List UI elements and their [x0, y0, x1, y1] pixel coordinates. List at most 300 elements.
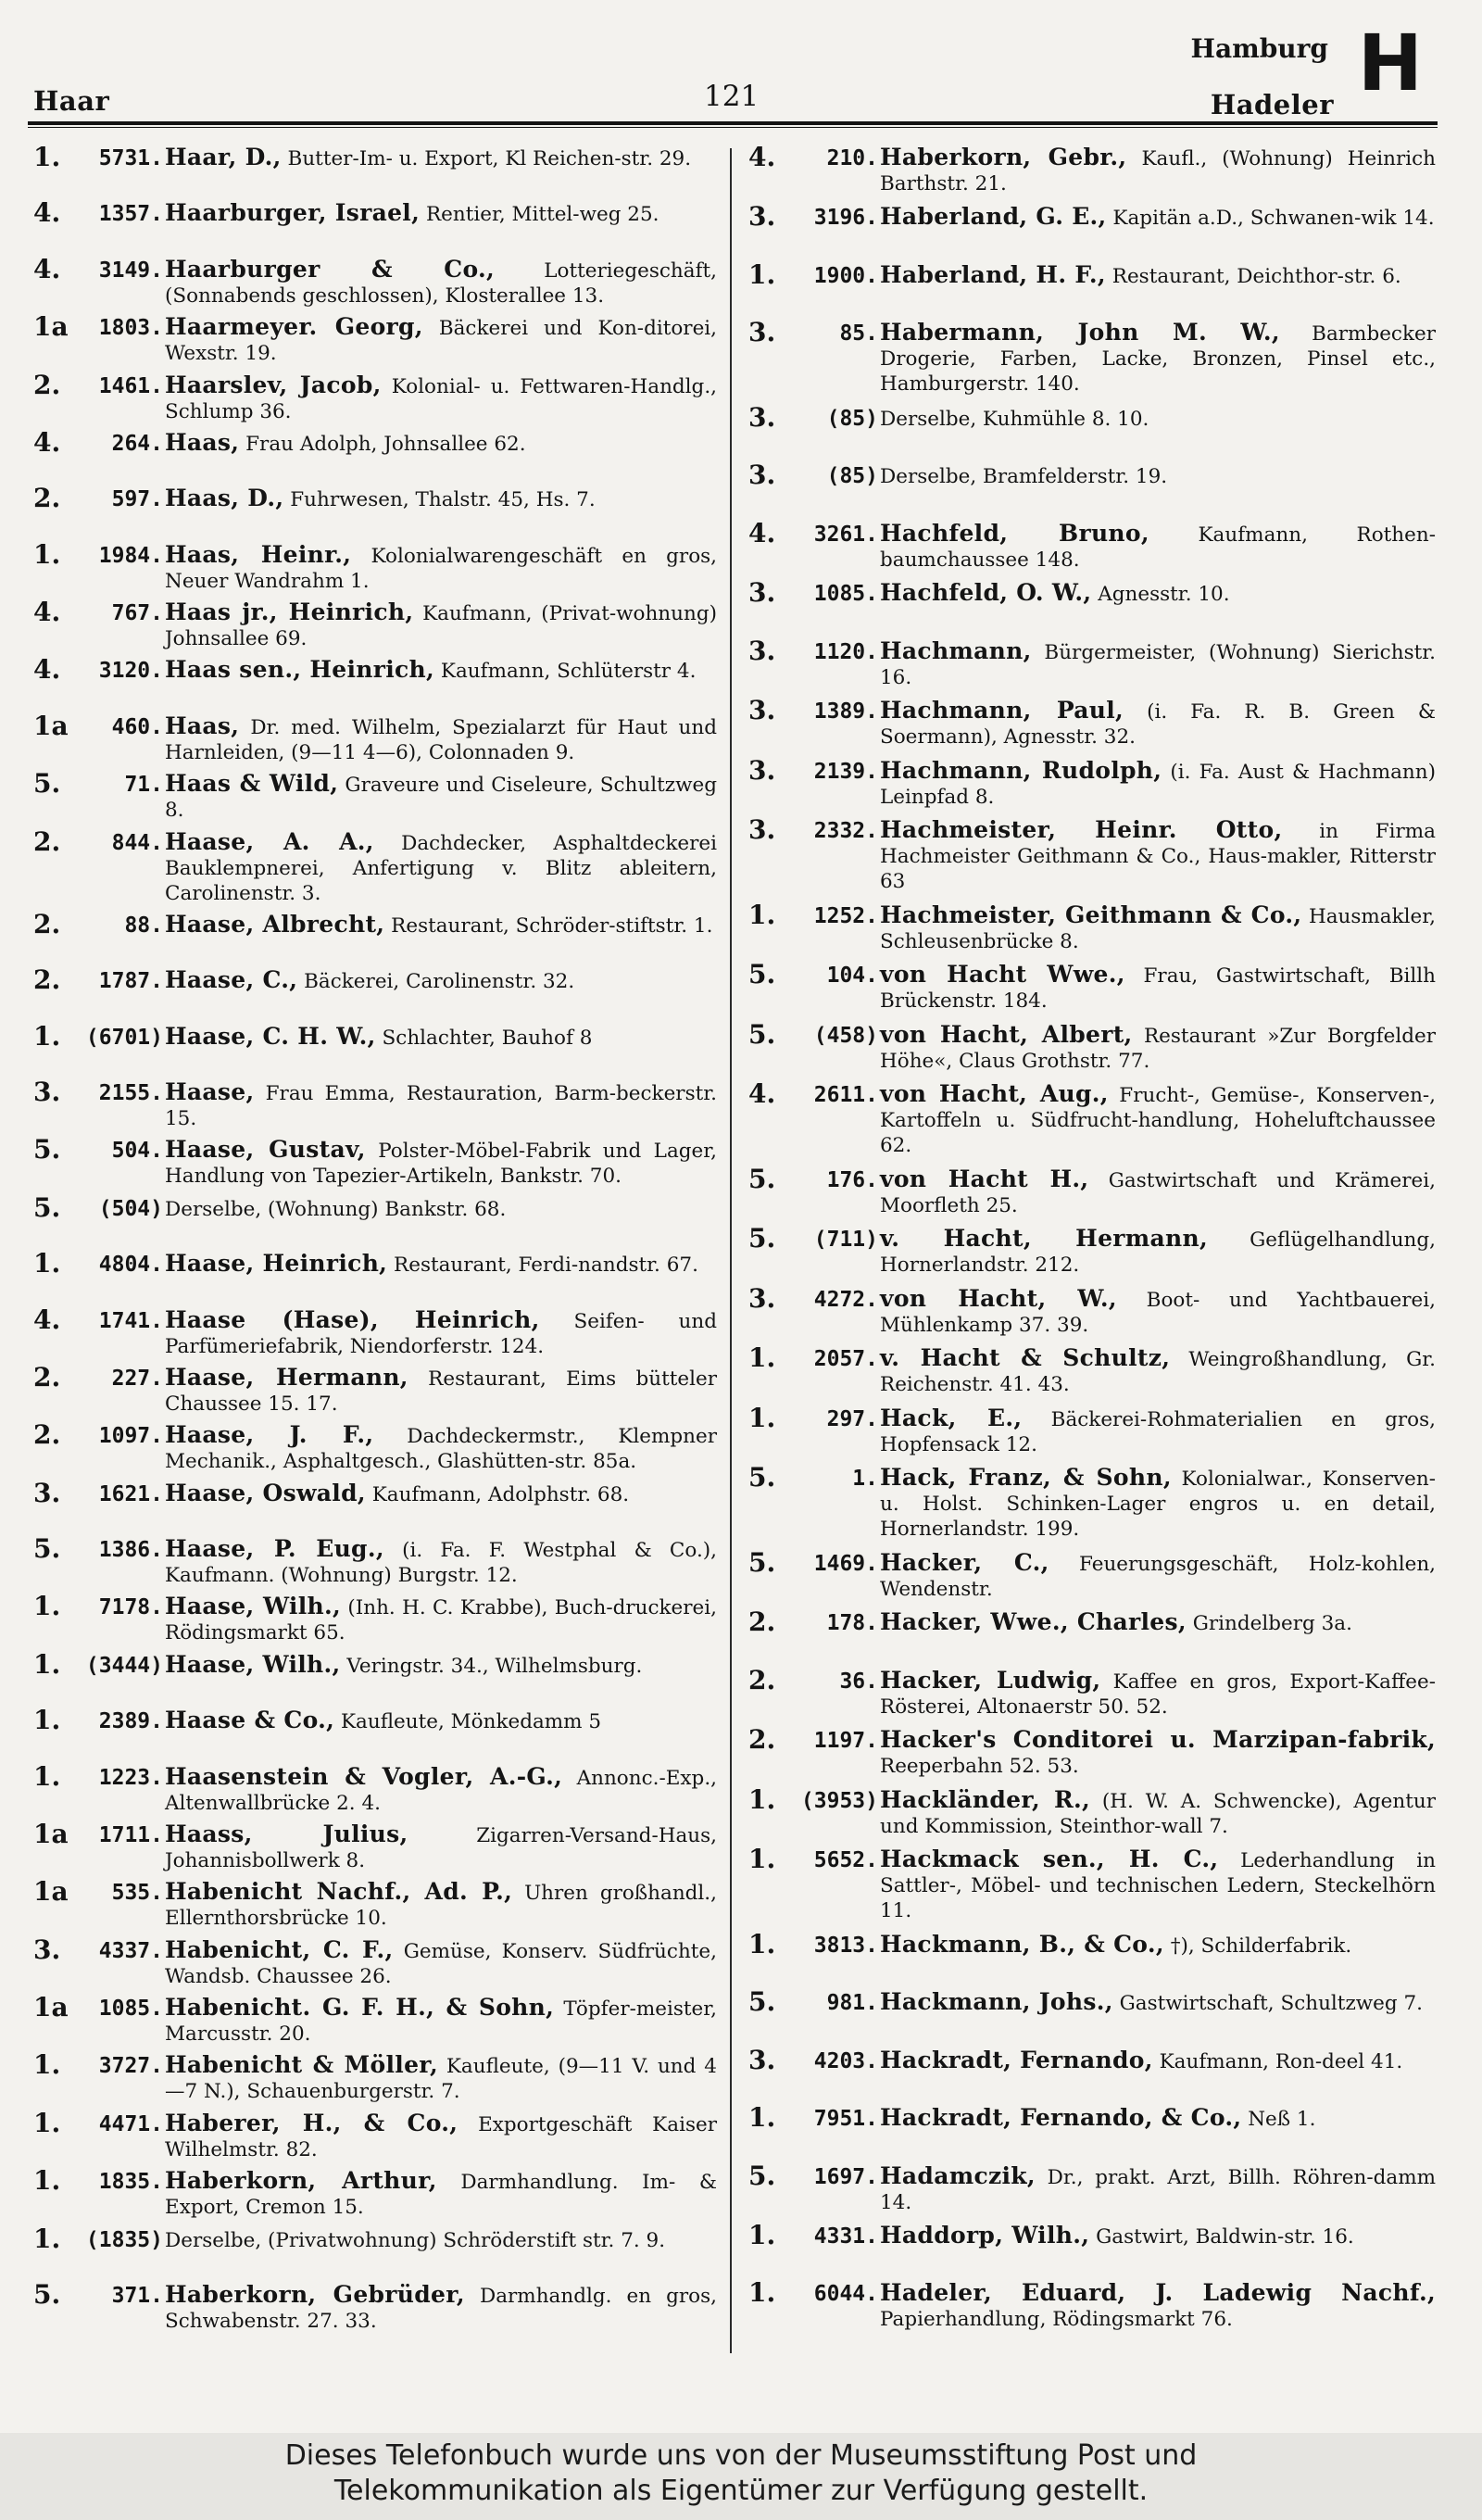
- phone-number: 297.: [826, 1406, 878, 1431]
- phone-number: 176.: [826, 1167, 878, 1192]
- subscriber-details: in Firma Hachmeister Geithmann & Co., Haus-makler, Ritterstr 63: [880, 820, 1436, 894]
- directory-entry: [33, 1533, 718, 1588]
- subscriber-name: Haase, Hermann,: [165, 1363, 408, 1391]
- directory-entry: [33, 1134, 717, 1189]
- phone-number: 3727.: [98, 2054, 163, 2079]
- phone-number: 4331.: [813, 2224, 878, 2249]
- phone-number: 1223.: [98, 1765, 163, 1790]
- left-column: [33, 142, 718, 2339]
- phone-number: 7178.: [98, 1595, 163, 1620]
- phone-number: (3444): [85, 1653, 163, 1678]
- directory-entry: [33, 538, 718, 594]
- exchange-code: 3.: [748, 635, 776, 666]
- phone-number: 88.: [124, 913, 163, 938]
- subscriber-name: Hadamczik,: [880, 2161, 1036, 2189]
- subscriber-details: Restaurant »Zur Borgfelder Höhe«, Claus Grothstr. 77.: [880, 1024, 1436, 1073]
- phone-number: 1469.: [813, 1551, 878, 1576]
- phone-number: 981.: [826, 1991, 878, 2016]
- directory-entry: [748, 635, 1436, 690]
- subscriber-name: Haberkorn, Arthur,: [165, 2167, 437, 2195]
- subscriber-details: Reeperbahn 52. 53.: [880, 1755, 1079, 1779]
- subscriber-details: Dachdecker, Asphaltdeckerei Bauklempnerei, Anfertigung v. Blitz ableitern, Carolinenstr. 3.: [165, 831, 717, 905]
- subscriber-name: Haberkorn, Gebrüder,: [165, 2280, 465, 2308]
- exchange-code: 4.: [33, 253, 61, 284]
- phone-number: 3120.: [98, 659, 163, 684]
- subscriber-name: v. Hacht, Hermann,: [880, 1225, 1208, 1253]
- subscriber-name: Haberkorn, Gebr.,: [880, 144, 1127, 170]
- subscriber-details: Kaufmann, (Privat-wohnung) Johnsallee 69.: [165, 602, 718, 650]
- subscriber-details: Kaufmann, Adolphstr. 68.: [371, 1482, 630, 1506]
- subscriber-details: Derselbe, (Wohnung) Bankstr. 68.: [165, 1197, 507, 1221]
- exchange-code: 3.: [748, 695, 776, 726]
- subscriber-details: (H. W. A. Schwencke), Agentur und Kommission, Steinthor-wall 7.: [880, 1789, 1436, 1838]
- phone-number: 504.: [111, 1139, 163, 1164]
- directory-entry: [33, 1304, 718, 1359]
- subscriber-name: Haase, Wilh.,: [165, 1593, 342, 1620]
- exchange-code: 1.: [748, 2219, 776, 2250]
- subscriber-name: von Hacht H.,: [880, 1165, 1089, 1192]
- exchange-code: 4.: [33, 197, 61, 229]
- exchange-code: 1.: [33, 1648, 61, 1680]
- subscriber-details: Zigarren-Versand-Haus, Johannisbollwerk 8.: [165, 1823, 717, 1872]
- exchange-code: 2.: [33, 1419, 61, 1451]
- directory-entry: [33, 485, 717, 536]
- directory-entry: [748, 577, 1436, 630]
- subscriber-name: Haase, C. H. W.,: [165, 1022, 376, 1050]
- phone-number: 4337.: [98, 1938, 163, 1963]
- phone-number: 1357.: [98, 202, 163, 227]
- subscriber-name: Hackradt, Fernando, & Co.,: [880, 2104, 1242, 2132]
- subscriber-details: Kaufleute, Mönkedamm 5: [340, 1710, 602, 1734]
- subscriber-details: Papierhandlung, Rödingsmarkt 76.: [880, 2308, 1233, 2332]
- directory-entry: [33, 1648, 717, 1702]
- subscriber-details: Restaurant, Schröder-stiftstr. 1.: [391, 914, 713, 938]
- subscriber-name: Haas, D.,: [165, 485, 284, 512]
- directory-entry: [33, 825, 717, 906]
- subscriber-details: Seifen- und Parfümeriefabrik, Niendorferstr. 124.: [165, 1309, 718, 1358]
- phone-number: 2611.: [813, 1083, 878, 1108]
- phone-number: 1787.: [98, 969, 163, 994]
- directory-entry: [748, 1928, 1436, 1982]
- exchange-code: 3.: [748, 317, 776, 348]
- subscriber-name: Haas & Wild,: [165, 770, 339, 798]
- subscriber-details: Grindelberg 3a.: [1192, 1612, 1352, 1636]
- directory-entry: [748, 754, 1436, 810]
- exchange-code: 5.: [33, 1134, 61, 1166]
- phone-number: 5731.: [98, 146, 163, 170]
- directory-entry: [33, 2223, 717, 2276]
- exchange-code: 2.: [33, 1361, 61, 1392]
- phone-number: 535.: [111, 1881, 163, 1906]
- subscriber-name: Haase, A. A.,: [165, 827, 374, 855]
- directory-entry: [748, 1018, 1436, 1074]
- exchange-code: 1.: [748, 1783, 776, 1815]
- exchange-code: 2.: [33, 908, 61, 939]
- subscriber-details: Graveure und Ciseleure, Schultzweg 8.: [165, 774, 717, 823]
- directory-entry: [748, 1664, 1436, 1720]
- subscriber-details: Darmhandlung. Im- & Export, Cremon 15.: [165, 2171, 717, 2220]
- subscriber-name: von Hacht, Aug.,: [880, 1080, 1109, 1108]
- phone-number: 6044.: [813, 2282, 878, 2307]
- phone-number: 210.: [826, 146, 878, 170]
- subscriber-name: Haberland, G. E.,: [880, 203, 1107, 231]
- directory-entry: [748, 2044, 1436, 2098]
- subscriber-name: Hackländer, R.,: [880, 1785, 1091, 1813]
- exchange-code: 4.: [33, 654, 61, 686]
- subscriber-details: Kolonialwarengeschäft en gros, Neuer Wandrahm 1.: [165, 544, 718, 593]
- directory-entry: [33, 1818, 717, 1873]
- subscriber-details: Kaufleute, (9—11 V. und 4—7 N.), Schauenburgerstr. 7.: [165, 2055, 717, 2104]
- subscriber-details: Butter-Im- u. Export, Kl Reichen-str. 29.: [287, 147, 692, 170]
- subscriber-name: Hackmann, Johs.,: [880, 1988, 1113, 2016]
- subscriber-name: Hadeler, Eduard, J. Ladewig Nachf.,: [880, 2279, 1436, 2307]
- subscriber-details: Restaurant, Eims bütteler Chaussee 15. 17.: [165, 1367, 717, 1416]
- exchange-code: 1.: [748, 1928, 776, 1959]
- subscriber-details: Hausmakler, Schleusenbrücke 8.: [880, 904, 1436, 953]
- directory-entry: [33, 197, 717, 250]
- subscriber-name: Hacker's Conditorei u. Marzipan-fabrik,: [880, 1726, 1436, 1754]
- subscriber-name: Hack, Franz, & Sohn,: [880, 1464, 1172, 1492]
- phone-number: 4804.: [98, 1253, 163, 1278]
- subscriber-name: Haberer, H., & Co.,: [165, 2109, 458, 2136]
- phone-number: 1900.: [813, 263, 878, 288]
- exchange-code: 1.: [33, 1248, 61, 1279]
- subscriber-details: Rentier, Mittel-weg 25.: [425, 203, 659, 227]
- phone-number: (458): [813, 1023, 878, 1048]
- subscriber-name: Hachfeld, Bruno,: [880, 519, 1149, 547]
- directory-entry: [748, 2160, 1436, 2215]
- exchange-code: 5.: [33, 1191, 61, 1223]
- subscriber-name: Haase, Gustav,: [165, 1136, 366, 1164]
- phone-number: 597.: [111, 487, 163, 512]
- directory-entry: [748, 1606, 1436, 1659]
- phone-number: (1835): [85, 2227, 163, 2252]
- footer-line-2: Telekommunikation als Eigentümer zur Verfügung gestellt.: [333, 2475, 1149, 2507]
- header-right-word: Hadeler: [1210, 89, 1334, 120]
- subscriber-name: von Hacht, Albert,: [880, 1020, 1133, 1048]
- subscriber-details: Kaufmann, Rothen-baumchaussee 148.: [880, 523, 1436, 572]
- subscriber-details: (i. Fa. Aust & Hachmann) Leinpfad 8.: [880, 760, 1436, 809]
- subscriber-details: Veringstr. 34., Wilhelmsburg.: [346, 1654, 643, 1678]
- subscriber-name: von Hacht Wwe.,: [880, 961, 1125, 989]
- phone-number: 1984.: [98, 543, 163, 568]
- directory-entry: [748, 2102, 1436, 2155]
- directory-entry: [748, 2219, 1436, 2273]
- directory-entry: [33, 964, 717, 1017]
- phone-number: 1461.: [98, 373, 163, 398]
- exchange-code: 1.: [748, 1402, 776, 1433]
- header-city: Hamburg: [1190, 33, 1328, 64]
- subscriber-details: Kaffee en gros, Export-Kaffee-Rösterei, Altonaerstr 50. 52.: [880, 1670, 1436, 1719]
- exchange-code: 2.: [748, 1606, 776, 1638]
- subscriber-details: Dr., prakt. Arzt, Billh. Röhren-damm 14.: [880, 2165, 1436, 2214]
- exchange-code: 3.: [33, 1477, 61, 1508]
- phone-number: 2139.: [813, 759, 878, 784]
- directory-entry: [748, 1846, 1436, 1923]
- phone-number: 71.: [124, 773, 163, 798]
- exchange-code: 3.: [748, 1282, 776, 1314]
- subscriber-name: Haas sen., Heinrich,: [165, 656, 435, 684]
- subscriber-name: von Hacht, W.,: [880, 1284, 1117, 1312]
- subscriber-name: Haberland, H. F.,: [880, 260, 1106, 288]
- directory-entry: [33, 1020, 717, 1074]
- directory-entry: [33, 1079, 717, 1131]
- exchange-code: 5.: [748, 1986, 776, 2018]
- directory-entry: [748, 317, 1436, 397]
- exchange-code: 1.: [33, 2165, 61, 2197]
- phone-number: 1621.: [98, 1481, 163, 1506]
- exchange-code: 1.: [33, 1705, 61, 1736]
- exchange-code: 3.: [748, 754, 776, 786]
- phone-number: (504): [98, 1196, 163, 1221]
- subscriber-details: Weingroßhandlung, Gr. Reichenstr. 41. 43.: [880, 1348, 1436, 1397]
- phone-number: 1741.: [98, 1308, 163, 1333]
- subscriber-name: Haasenstein & Vogler, A.-G.,: [165, 1762, 563, 1790]
- subscriber-name: Hackmann, B., & Co.,: [880, 1930, 1164, 1958]
- subscriber-name: Hacker, Wwe., Charles,: [880, 1608, 1187, 1636]
- section-letter: H: [1357, 18, 1423, 108]
- phone-number: 178.: [826, 1611, 878, 1636]
- phone-number: 460.: [111, 714, 163, 739]
- directory-entry: [748, 1783, 1436, 1839]
- subscriber-details: Derselbe, Bramfelderstr. 19.: [880, 465, 1168, 489]
- exchange-code: 2.: [33, 964, 61, 996]
- subscriber-name: Hachmann,: [880, 636, 1032, 664]
- exchange-code: 3.: [748, 577, 776, 609]
- exchange-code: 1.: [748, 1342, 776, 1374]
- exchange-code: 5.: [748, 1546, 776, 1578]
- subscriber-name: Haase & Co.,: [165, 1707, 335, 1734]
- directory-entry: [33, 2165, 717, 2220]
- subscriber-details: Agnesstr. 10.: [1098, 583, 1230, 607]
- directory-entry: [33, 253, 717, 309]
- exchange-code: 4.: [748, 517, 776, 548]
- exchange-code: 2.: [748, 1664, 776, 1695]
- subscriber-details: Boot- und Yachtbauerei, Mühlenkamp 37. 39.: [880, 1288, 1436, 1337]
- phone-number: 2155.: [98, 1081, 163, 1105]
- directory-entry: [748, 1163, 1436, 1218]
- subscriber-name: Habermann, John M. W.,: [880, 319, 1280, 346]
- subscriber-details: Uhren großhandl., Ellernthorsbrücke 10.: [165, 1882, 717, 1931]
- phone-number: 36.: [839, 1669, 878, 1694]
- subscriber-details: (i. Fa. R. B. Green & Soermann), Agnesstr. 32.: [880, 700, 1436, 750]
- phone-number: 1097.: [98, 1424, 163, 1449]
- subscriber-name: Haass, Julius,: [165, 1820, 408, 1847]
- subscriber-name: Habenicht, C. F.,: [165, 1935, 394, 1963]
- directory-entry: [33, 1934, 717, 1989]
- phone-number: (85): [826, 464, 878, 489]
- header-rule-thin: [28, 127, 1438, 128]
- subscriber-name: Haas, Heinr.,: [165, 540, 352, 568]
- exchange-code: 5.: [748, 2160, 776, 2191]
- exchange-code: 2.: [748, 1724, 776, 1756]
- exchange-code: 3.: [748, 201, 776, 233]
- subscriber-name: Haase, Oswald,: [165, 1479, 366, 1506]
- phone-number: 3813.: [813, 1933, 878, 1958]
- directory-entry: [33, 1591, 717, 1645]
- directory-entry: [33, 908, 717, 962]
- subscriber-details: Frau Adolph, Johnsallee 62.: [245, 432, 526, 456]
- directory-entry: [748, 401, 1436, 455]
- exchange-code: 5.: [33, 768, 61, 800]
- subscriber-details: †), Schilderfabrik.: [1170, 1934, 1352, 1958]
- subscriber-name: Haase, P. Eug.,: [165, 1535, 384, 1562]
- page-number: 121: [704, 80, 760, 113]
- exchange-code: 3.: [748, 460, 776, 491]
- phone-number: 1197.: [813, 1729, 878, 1754]
- directory-entry: [33, 2107, 717, 2162]
- subscriber-details: Kaufl., (Wohnung) Heinrich Barthstr. 21.: [880, 147, 1436, 195]
- subscriber-name: Haas,: [165, 428, 240, 456]
- exchange-code: 1.: [748, 2102, 776, 2134]
- phone-number: 2332.: [813, 819, 878, 844]
- directory-entry: [748, 1724, 1436, 1779]
- exchange-code: 1.: [33, 2049, 61, 2081]
- header-rule: [28, 121, 1438, 125]
- phone-number: (3953): [800, 1788, 878, 1813]
- directory-entry: [748, 899, 1436, 954]
- directory-entry: [33, 1248, 717, 1301]
- exchange-code: 5.: [748, 1018, 776, 1050]
- exchange-code: 5.: [748, 1223, 776, 1254]
- subscriber-name: Habenicht. G. F. H., & Sohn,: [165, 1994, 555, 2021]
- subscriber-name: Hachfeld, O. W.,: [880, 579, 1092, 607]
- subscriber-details: Exportgeschäft Kaiser Wilhelmstr. 82.: [165, 2112, 717, 2161]
- directory-entry: [748, 517, 1436, 573]
- directory-entry: [33, 1760, 717, 1816]
- phone-number: 1085.: [98, 1997, 163, 2021]
- directory-entry: [748, 814, 1436, 894]
- exchange-code: 1.: [748, 2277, 776, 2309]
- subscriber-name: Hacker, C.,: [880, 1548, 1049, 1576]
- exchange-code: 1.: [33, 142, 61, 172]
- subscriber-name: Hachmann, Paul,: [880, 697, 1124, 724]
- directory-entry: [748, 959, 1436, 1014]
- phone-number: 4272.: [813, 1287, 878, 1312]
- subscriber-details: Geflügelhandlung, Hornerlandstr. 212.: [880, 1228, 1436, 1278]
- exchange-code: 4.: [33, 426, 61, 458]
- phone-number: 1120.: [813, 639, 878, 664]
- directory-entry: [33, 2278, 717, 2334]
- directory-entry: [748, 258, 1436, 312]
- exchange-code: 4.: [748, 142, 776, 172]
- subscriber-details: Kolonial- u. Fettwaren-Handlg., Schlump 36.: [165, 374, 717, 423]
- directory-entry: [33, 1477, 717, 1531]
- subscriber-details: Lotteriegeschäft, (Sonnabends geschlossen), Klosterallee 13.: [165, 258, 717, 308]
- exchange-code: 4.: [33, 1304, 61, 1335]
- exchange-code: 1.: [748, 1844, 776, 1875]
- header-left-word: Haar: [33, 85, 110, 117]
- exchange-code: 2.: [33, 825, 61, 857]
- directory-entry: [33, 1191, 717, 1245]
- subscriber-name: Haarburger & Co.,: [165, 255, 495, 283]
- phone-number: 1803.: [98, 316, 163, 341]
- directory-entry: [748, 1223, 1436, 1278]
- exchange-code: 1.: [33, 2107, 61, 2138]
- directory-entry: [33, 1361, 717, 1417]
- phone-number: 371.: [111, 2283, 163, 2308]
- exchange-code: 5.: [748, 959, 776, 990]
- directory-entry: [33, 1419, 717, 1474]
- subscriber-details: Dr. med. Wilhelm, Spezialarzt für Haut und Harnleiden, (9—11 4—6), Colonnaden 9.: [165, 715, 717, 764]
- directory-entry: [748, 1282, 1436, 1338]
- phone-number: 227.: [111, 1366, 163, 1391]
- exchange-code: 3.: [748, 2044, 776, 2075]
- subscriber-name: Hachmeister, Geithmann & Co.,: [880, 901, 1302, 928]
- exchange-code: 1.: [33, 538, 61, 570]
- directory-entry: [33, 142, 717, 195]
- subscriber-details: Kaufmann, Schlüterstr 4.: [440, 660, 697, 684]
- directory-entry: [33, 1876, 717, 1931]
- footer-notice: [0, 2433, 1482, 2520]
- subscriber-details: Polster-Möbel-Fabrik und Lager, Handlung von Tapezier-Artikeln, Bankstr. 70.: [165, 1140, 717, 1189]
- phone-number: 1386.: [98, 1538, 163, 1562]
- subscriber-details: Bäckerei und Kon-ditorei, Wexstr. 19.: [165, 317, 718, 366]
- phone-number: (711): [813, 1228, 878, 1253]
- exchange-code: 3.: [33, 1934, 61, 1965]
- exchange-code: 3.: [748, 814, 776, 846]
- subscriber-details: Gastwirt, Baldwin-str. 16.: [1096, 2224, 1354, 2249]
- phone-number: 767.: [111, 601, 163, 625]
- phone-number: 1389.: [813, 699, 878, 724]
- directory-entry: [748, 142, 1436, 196]
- subscriber-details: Derselbe, (Privatwohnung) Schröderstift str. 7. 9.: [165, 2228, 666, 2252]
- subscriber-details: Kolonialwar., Konserven- u. Holst. Schinken-Lager engros u. en detail, Hornerlandstr. 199.: [880, 1468, 1436, 1542]
- phone-number: 1.: [852, 1467, 878, 1492]
- subscriber-details: Gastwirtschaft und Krämerei, Moorfleth 25.: [880, 1168, 1436, 1217]
- directory-entry: [748, 1402, 1436, 1457]
- exchange-code: 3.: [748, 401, 776, 433]
- subscriber-details: Frau Emma, Restauration, Barm-beckerstr. 15.: [165, 1082, 717, 1130]
- exchange-code: 1a: [33, 1818, 69, 1849]
- directory-entry: [748, 1462, 1436, 1542]
- subscriber-details: (Inh. H. C. Krabbe), Buch-druckerei, Rödingsmarkt 65.: [165, 1596, 717, 1645]
- column-divider: [730, 148, 732, 2353]
- phone-number: 5652.: [813, 1848, 878, 1873]
- subscriber-details: Darmhandlg. en gros, Schwabenstr. 27. 33.: [165, 2284, 717, 2333]
- phone-number: 3149.: [98, 258, 163, 283]
- subscriber-name: Haase, C.,: [165, 966, 298, 994]
- exchange-code: 1.: [33, 1020, 61, 1052]
- right-column: [748, 142, 1437, 2340]
- subscriber-details: Frau, Gastwirtschaft, Billh Brückenstr. 184.: [880, 964, 1436, 1014]
- subscriber-details: Gemüse, Konserv. Südfrüchte, Wandsb. Chaussee 26.: [165, 1939, 717, 1988]
- exchange-code: 1a: [33, 710, 69, 741]
- subscriber-details: Fuhrwesen, Thalstr. 45, Hs. 7.: [290, 488, 596, 512]
- subscriber-details: Bürgermeister, (Wohnung) Sierichstr. 16.: [880, 640, 1436, 689]
- exchange-code: 5.: [33, 2278, 61, 2310]
- subscriber-name: Hacker, Ludwig,: [880, 1666, 1101, 1694]
- directory-entry: [748, 1342, 1436, 1397]
- directory-entry: [33, 369, 717, 424]
- subscriber-name: Haase, J. F.,: [165, 1421, 374, 1449]
- directory-entry: [748, 695, 1436, 750]
- footer-line-1: Dieses Telefonbuch wurde uns von der Museumsstiftung Post und: [284, 2439, 1198, 2472]
- subscriber-details: Feuerungsgeschäft, Holz-kohlen, Wendenstr.: [880, 1552, 1437, 1601]
- exchange-code: 1a: [33, 1992, 69, 2022]
- exchange-code: 4.: [33, 597, 61, 627]
- phone-number: 1085.: [813, 582, 878, 607]
- phone-number: 2057.: [813, 1347, 878, 1372]
- subscriber-details: Annonc.-Exp., Altenwallbrücke 2. 4.: [165, 1766, 717, 1815]
- subscriber-name: Hackmack sen., H. C.,: [880, 1846, 1219, 1873]
- exchange-code: 5.: [33, 1533, 61, 1564]
- subscriber-name: Hack, E.,: [880, 1404, 1023, 1431]
- directory-entry: [748, 201, 1436, 254]
- phone-number: 264.: [111, 431, 163, 456]
- directory-entry: [33, 2049, 717, 2104]
- subscriber-details: Restaurant, Deichthor-str. 6.: [1112, 264, 1401, 288]
